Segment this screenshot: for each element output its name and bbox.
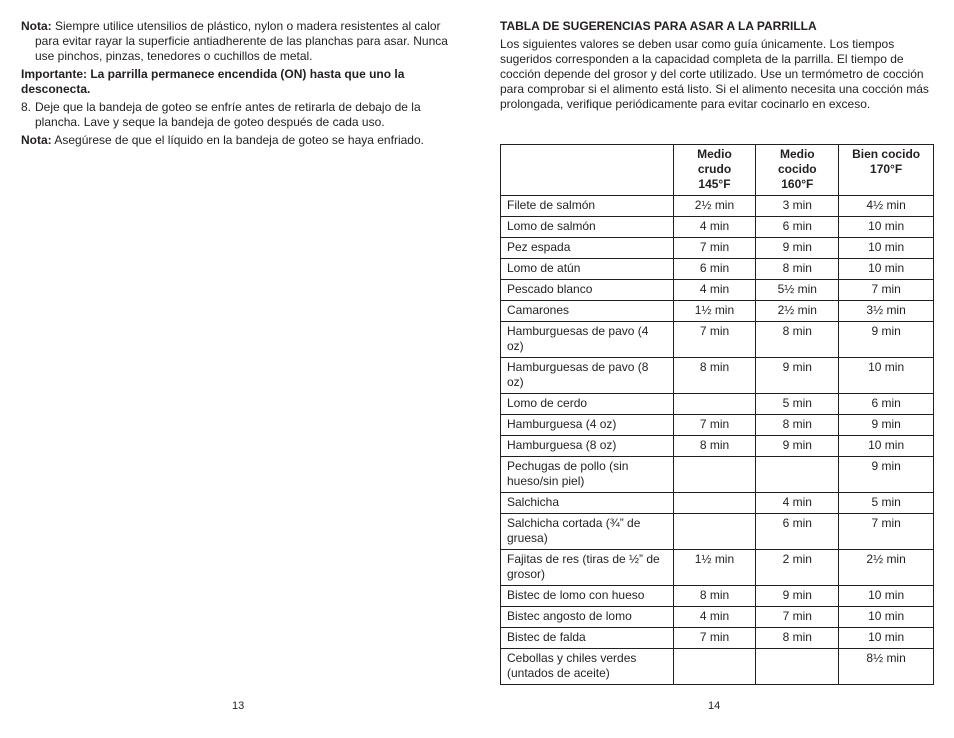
cell-medium-rare: 8 min (673, 586, 756, 607)
cell-food: Bistec de falda (501, 628, 674, 649)
cell-well-done: 4½ min (839, 196, 934, 217)
cell-food: Salchicha cortada (¾” de gruesa) (501, 514, 674, 550)
cell-food: Lomo de atún (501, 259, 674, 280)
cell-food: Filete de salmón (501, 196, 674, 217)
table-row (501, 436, 934, 457)
header-medium-rare: Medio crudo 145°F (673, 145, 756, 196)
cell-medium-rare: 4 min (673, 217, 756, 238)
cell-well-done: 10 min (839, 607, 934, 628)
cell-medium-rare (673, 394, 756, 415)
page-number-right: 14 (708, 700, 721, 712)
cell-food: Camarones (501, 301, 674, 322)
right-page-header (500, 19, 934, 112)
note-drip-tray (21, 133, 451, 148)
grilling-times-table (500, 144, 934, 685)
table-row (501, 322, 934, 358)
cell-well-done: 10 min (839, 628, 934, 649)
cell-medium-rare: 1½ min (673, 550, 756, 586)
note-plastic-utensils (21, 19, 451, 64)
header-medium: Medio cocido 160°F (756, 145, 839, 196)
cell-well-done: 10 min (839, 586, 934, 607)
cell-medium: 7 min (756, 607, 839, 628)
cell-medium: 8 min (756, 415, 839, 436)
cell-well-done: 9 min (839, 457, 934, 493)
cell-medium: 9 min (756, 586, 839, 607)
cell-food: Bistec de lomo con hueso (501, 586, 674, 607)
table-row (501, 280, 934, 301)
cell-medium-rare (673, 457, 756, 493)
cell-well-done: 7 min (839, 514, 934, 550)
grilling-chart-title: TABLA DE SUGERENCIAS PARA ASAR A LA PARRILLA (500, 19, 817, 33)
note-label: Nota: (21, 19, 52, 33)
cell-food: Pechugas de pollo (sin hueso/sin piel) (501, 457, 674, 493)
cell-medium-rare: 7 min (673, 415, 756, 436)
cell-medium: 8 min (756, 322, 839, 358)
cell-well-done: 9 min (839, 415, 934, 436)
cell-well-done: 10 min (839, 358, 934, 394)
cell-medium: 2½ min (756, 301, 839, 322)
table-row (501, 196, 934, 217)
cell-medium-rare (673, 493, 756, 514)
cell-well-done: 10 min (839, 217, 934, 238)
cell-well-done: 10 min (839, 259, 934, 280)
table-row (501, 217, 934, 238)
table-row (501, 394, 934, 415)
important-notice: Importante: La parrilla permanece encendida (ON) hasta que uno la desconecta. (21, 67, 405, 96)
table-row (501, 301, 934, 322)
cell-medium-rare (673, 514, 756, 550)
cell-well-done: 5 min (839, 493, 934, 514)
cell-medium: 6 min (756, 514, 839, 550)
cell-food: Hamburguesa (8 oz) (501, 436, 674, 457)
table-row (501, 259, 934, 280)
cell-well-done: 8½ min (839, 649, 934, 685)
cell-food: Hamburguesas de pavo (4 oz) (501, 322, 674, 358)
table-row (501, 550, 934, 586)
cell-medium: 3 min (756, 196, 839, 217)
cell-medium: 4 min (756, 493, 839, 514)
cell-medium: 2 min (756, 550, 839, 586)
table-row (501, 607, 934, 628)
cell-well-done: 3½ min (839, 301, 934, 322)
cell-food: Cebollas y chiles verdes (untados de aceite) (501, 649, 674, 685)
table-row (501, 238, 934, 259)
cell-medium-rare: 7 min (673, 322, 756, 358)
step-text: Deje que la bandeja de goteo se enfríe antes de retirarla de debajo de la plancha. Lave y seque la bandeja de goteo después de cada uso. (35, 100, 421, 129)
cell-medium-rare: 6 min (673, 259, 756, 280)
cell-medium (756, 457, 839, 493)
cell-well-done: 10 min (839, 436, 934, 457)
cell-medium-rare: 4 min (673, 607, 756, 628)
cell-food: Fajitas de res (tiras de ½” de grosor) (501, 550, 674, 586)
cell-medium: 5 min (756, 394, 839, 415)
cell-medium-rare: 7 min (673, 238, 756, 259)
cell-food: Lomo de cerdo (501, 394, 674, 415)
cell-medium-rare: 2½ min (673, 196, 756, 217)
table-row (501, 586, 934, 607)
cell-food: Pez espada (501, 238, 674, 259)
cell-food: Bistec angosto de lomo (501, 607, 674, 628)
table-row (501, 649, 934, 685)
note-text: Asegúrese de que el líquido en la bandeja de goteo se haya enfriado. (51, 133, 424, 147)
cell-medium: 8 min (756, 628, 839, 649)
cell-medium-rare: 1½ min (673, 301, 756, 322)
cell-well-done: 2½ min (839, 550, 934, 586)
header-well-done: Bien cocido 170°F (839, 145, 934, 196)
table-row (501, 514, 934, 550)
table-row (501, 628, 934, 649)
header-food-blank (501, 145, 674, 196)
note-label: Nota: (21, 133, 52, 147)
cell-medium-rare: 8 min (673, 436, 756, 457)
table-header-row (501, 145, 934, 196)
left-page-content (21, 19, 451, 151)
cell-medium-rare (673, 649, 756, 685)
table-row (501, 457, 934, 493)
cell-medium: 9 min (756, 358, 839, 394)
cell-food: Hamburguesas de pavo (8 oz) (501, 358, 674, 394)
cell-medium: 9 min (756, 238, 839, 259)
cell-food: Lomo de salmón (501, 217, 674, 238)
cell-medium: 6 min (756, 217, 839, 238)
cell-well-done: 9 min (839, 322, 934, 358)
cell-well-done: 7 min (839, 280, 934, 301)
cell-medium: 5½ min (756, 280, 839, 301)
table-body (501, 196, 934, 685)
cell-well-done: 6 min (839, 394, 934, 415)
cell-medium: 9 min (756, 436, 839, 457)
step-number: 8. (21, 100, 32, 114)
table-row (501, 358, 934, 394)
table-row (501, 493, 934, 514)
note-text: Siempre utilice utensilios de plástico, nylon o madera resistentes al calor para evitar rayar la superficie antiadherente de las planchas para asar. Nunca use pinchos, pinzas, tenedores o cuchillos de metal. (35, 19, 448, 63)
table-row (501, 415, 934, 436)
step-8 (21, 100, 451, 130)
cell-medium-rare: 4 min (673, 280, 756, 301)
cell-medium-rare: 7 min (673, 628, 756, 649)
grilling-chart-intro: Los siguientes valores se deben usar como guía únicamente. Los tiempos sugeridos corresponden a la capacidad completa de la parrilla. El tiempo de cocción depende del grosor y del corte utilizado. Use un termómetro de cocción para comprobar si el alimento está listo. Si el alimento necesita una cocción más prolongada, verifique periódicamente para evitar cocinarlo en exceso. (500, 37, 929, 111)
cell-well-done: 10 min (839, 238, 934, 259)
cell-food: Salchicha (501, 493, 674, 514)
page-number-left: 13 (232, 700, 245, 712)
cell-medium-rare: 8 min (673, 358, 756, 394)
cell-food: Hamburguesa (4 oz) (501, 415, 674, 436)
cell-medium (756, 649, 839, 685)
cell-food: Pescado blanco (501, 280, 674, 301)
cell-medium: 8 min (756, 259, 839, 280)
